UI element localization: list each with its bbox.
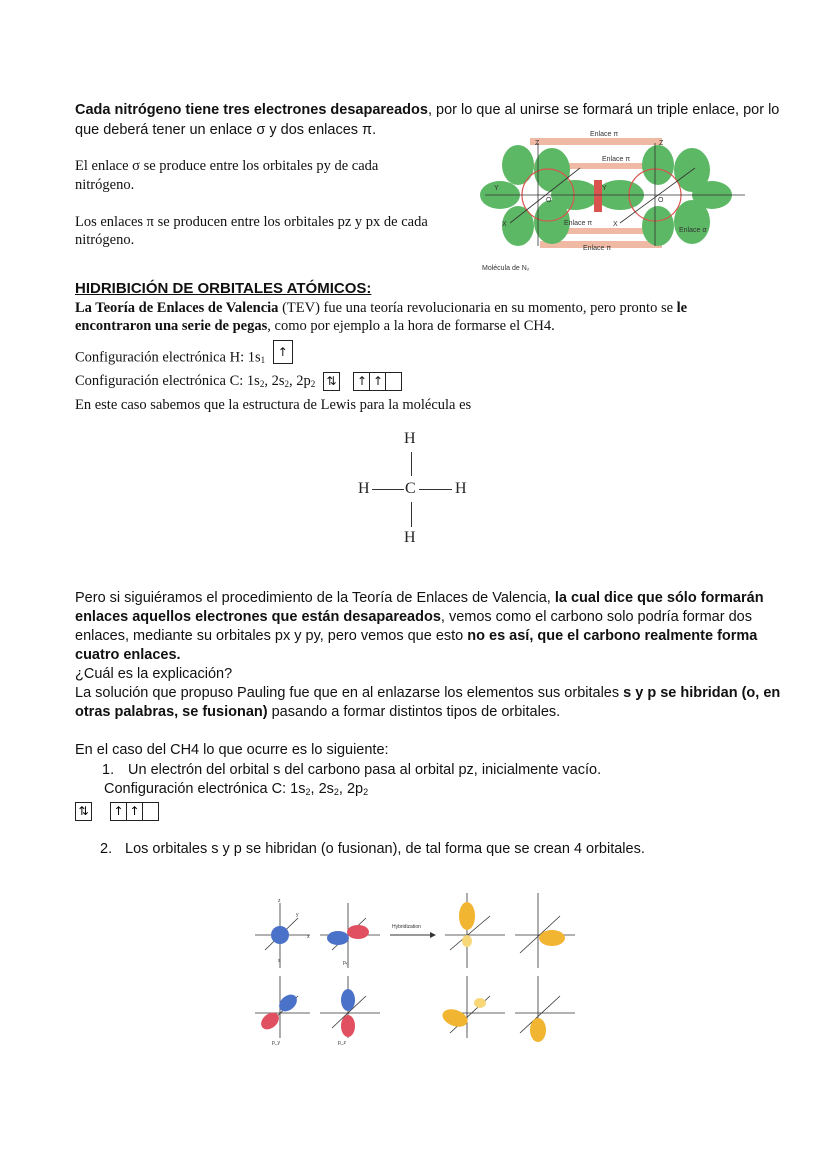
ch4-intro: En el caso del CH4 lo que ocurre es lo siguiente:: [75, 742, 389, 758]
lewis-intro: En este caso sabemos que la estructura de Lewis para la molécula es: [75, 397, 472, 413]
hybridization-label: Hybridization: [392, 924, 421, 930]
config-c-sup3: 2: [310, 378, 316, 389]
px-lobe-blue: [327, 931, 349, 945]
tev-mid2: , como por ejemplo a la hora de formarse el CH4.: [267, 318, 555, 334]
label-py: p_y: [272, 1040, 281, 1046]
lewis-c-center: C: [405, 480, 416, 497]
axis-z-1: z: [278, 898, 281, 904]
pz-lobe-blue: [341, 989, 355, 1011]
config-c-p-boxes: [353, 372, 402, 391]
lewis-bond-right: [419, 489, 452, 490]
intro-rest: , por lo que al unirse se formará un triple enlace, por lo: [427, 102, 780, 118]
axis-y-right: Y: [602, 185, 607, 192]
label-s: s: [278, 958, 281, 964]
sp3-lobe-left-small: [474, 998, 486, 1008]
sigma-overlap: [594, 180, 602, 212]
axis-x-left: X: [502, 221, 507, 228]
label-pz: p_z: [338, 1040, 347, 1046]
tev-line1: [75, 300, 687, 317]
orbital-box-c2-pz: [142, 802, 159, 821]
step2-text: Los orbitales s y p se hibridan (o fusionan), de tal forma que se crean 4 orbitales.: [125, 841, 645, 857]
tev-line2: [75, 318, 555, 335]
lobe-left-z-up: [502, 145, 534, 185]
para1-line2: [75, 608, 752, 627]
label-sigma: Enlace σ: [679, 227, 707, 234]
label-pi-mid: Enlace π: [602, 156, 631, 163]
orbital-box-c-px: ↑: [353, 372, 370, 391]
config-c-s-boxes: [323, 372, 340, 391]
lewis-bond-left: [372, 489, 404, 490]
config-h-sup: 1: [260, 355, 266, 366]
config-c2-sup2: 2: [333, 787, 339, 797]
para1-line3: [75, 627, 757, 646]
para1-t1: Pero si siguiéramos el procedimiento de la Teoría de Enlaces de Valencia,: [75, 590, 555, 606]
pi-line1: Los enlaces π se producen entre los orbitales pz y px de cada: [75, 214, 428, 230]
lewis-bond-top: [411, 452, 412, 476]
pauling-line1: [75, 684, 780, 703]
lobe-right-z-down: [642, 206, 674, 246]
step1-text: Un electrón del orbital s del carbono pasa al orbital pz, inicialmente vacío.: [128, 762, 602, 778]
label-px: pₓ: [343, 960, 348, 966]
question: ¿Cuál es la explicación?: [75, 666, 233, 682]
sp3-lobe-left: [440, 1006, 470, 1030]
config-c2-label: Configuración electrónica C: 1s: [104, 781, 306, 797]
hybrid-heading: HIDRIBICIÓN DE ORBITALES ATÓMICOS:: [75, 280, 372, 297]
config-h-label: Configuración electrónica H: 1s: [75, 349, 261, 366]
config-c2-s-boxes: [75, 802, 92, 821]
config-c2-line: [104, 780, 368, 800]
n2-caption: Molécula de N₂: [482, 265, 530, 272]
pz-lobe-red: [341, 1015, 355, 1037]
step1-num: 1.: [102, 762, 115, 778]
config-c-mid2: , 2p: [288, 372, 311, 389]
orbital-box-c2-py: ↑: [126, 802, 143, 821]
config-c2-mid2: , 2p: [338, 781, 364, 797]
orbital-box-h-1s: ↑: [273, 340, 293, 364]
orbital-box-c-py: ↑: [369, 372, 386, 391]
px-lobe-red: [347, 925, 369, 939]
config-h-boxes: [273, 340, 293, 364]
config-c2-sup3: 2: [363, 787, 369, 797]
config-c-sup1: 2: [259, 378, 265, 389]
para1-line4: [75, 646, 181, 665]
lewis-h-top: H: [404, 430, 416, 447]
sp3-lobe-down: [530, 1018, 546, 1042]
intro-line1: [75, 101, 779, 120]
atom-right: O: [658, 197, 664, 204]
config-c2-mid: , 2s: [310, 781, 334, 797]
pauling-b2: otras palabras, se fusionan): [75, 704, 268, 720]
axis-x-right: X: [613, 221, 618, 228]
lewis-bond-bottom: [411, 502, 412, 527]
pauling-t1: La solución que propuso Pauling fue que en al enlazarse los elementos sus orbitales: [75, 685, 624, 701]
hybridization-arrowhead: [430, 932, 436, 938]
intro-line2: que deberá tener un enlace σ y dos enlaces π.: [75, 122, 377, 138]
axis-y-1: y: [296, 912, 299, 918]
config-c-mid: , 2s: [264, 372, 285, 389]
pauling-t2: pasando a formar distintos tipos de orbitales.: [267, 704, 561, 720]
atom-left: O: [546, 197, 552, 204]
para1-b4: cuatro enlaces.: [75, 647, 181, 663]
label-pi-low: Enlace π: [564, 220, 593, 227]
sp3-lobe-right: [539, 930, 565, 946]
axis-z-left: Z: [535, 140, 540, 147]
tev-mid1: (TEV) fue una teoría revolucionaria en su momento, pero pronto se: [278, 300, 677, 316]
config-h-line: [75, 346, 293, 370]
config-c2-p-boxes: [110, 802, 159, 821]
pi-band-top: [530, 138, 662, 145]
config-c2-boxes: [75, 802, 159, 821]
orbital-box-c2-px: ↑: [110, 802, 127, 821]
config-c-sup2: 2: [284, 378, 289, 389]
hybridization-figure: [250, 888, 580, 1048]
orbital-box-c-pz: [385, 372, 402, 391]
lewis-h-right: H: [455, 480, 467, 497]
lobe-left-z-down: [502, 206, 534, 246]
para1-b1: la cual dice que sólo formarán: [554, 590, 764, 606]
para1-b3: no es así, que el carbono realmente forma: [467, 628, 758, 644]
step2-num: 2.: [100, 841, 113, 857]
sigma-line2: nitrógeno.: [75, 177, 135, 193]
config-c-line: [75, 372, 402, 391]
orbital-box-c2-2s: ⇅: [75, 802, 92, 821]
axis-x-1: x: [307, 934, 310, 940]
pauling-line2: [75, 703, 560, 722]
tev-bold1: La Teoría de Enlaces de Valencia: [75, 300, 279, 316]
label-pi-bottom: Enlace π: [583, 245, 612, 252]
lewis-h-bottom: H: [404, 529, 416, 546]
sp3-lobe-up: [459, 902, 475, 930]
label-pi-top: Enlace π: [590, 131, 619, 138]
py-lobe-blue: [276, 991, 300, 1015]
sp3-lobe-up-small: [462, 935, 472, 947]
para1-line1: [75, 589, 764, 608]
pi-line2: nitrógeno.: [75, 232, 135, 248]
s-orbital: [271, 926, 289, 944]
intro-bold-lead: Cada nitrógeno tiene tres electrones desapareados: [75, 102, 428, 118]
config-c-label: Configuración electrónica C: 1s: [75, 372, 260, 389]
lobe-right-z-up: [642, 145, 674, 185]
tev-bold3: encontraron una serie de pegas: [75, 318, 268, 334]
axis-z-right: Z: [659, 140, 664, 147]
pauling-b1: s y p se hibridan (o, en: [623, 685, 781, 701]
n2-molecule-figure: [480, 128, 750, 276]
para1-t2: , vemos como el carbono solo podría formar dos: [440, 609, 752, 625]
config-c2-sup1: 2: [305, 787, 311, 797]
sigma-line1: El enlace σ se produce entre los orbitales py de cada: [75, 158, 379, 174]
para1-b2: enlaces aquellos electrones que están desapareados: [75, 609, 441, 625]
axis-y-left: Y: [494, 185, 499, 192]
orbital-box-c-2s: ⇅: [323, 372, 340, 391]
para1-t3: enlaces, mediante su orbitales px y py, pero vemos que esto: [75, 628, 468, 644]
lewis-h-left: H: [358, 480, 370, 497]
tev-bold2: le: [676, 300, 688, 316]
